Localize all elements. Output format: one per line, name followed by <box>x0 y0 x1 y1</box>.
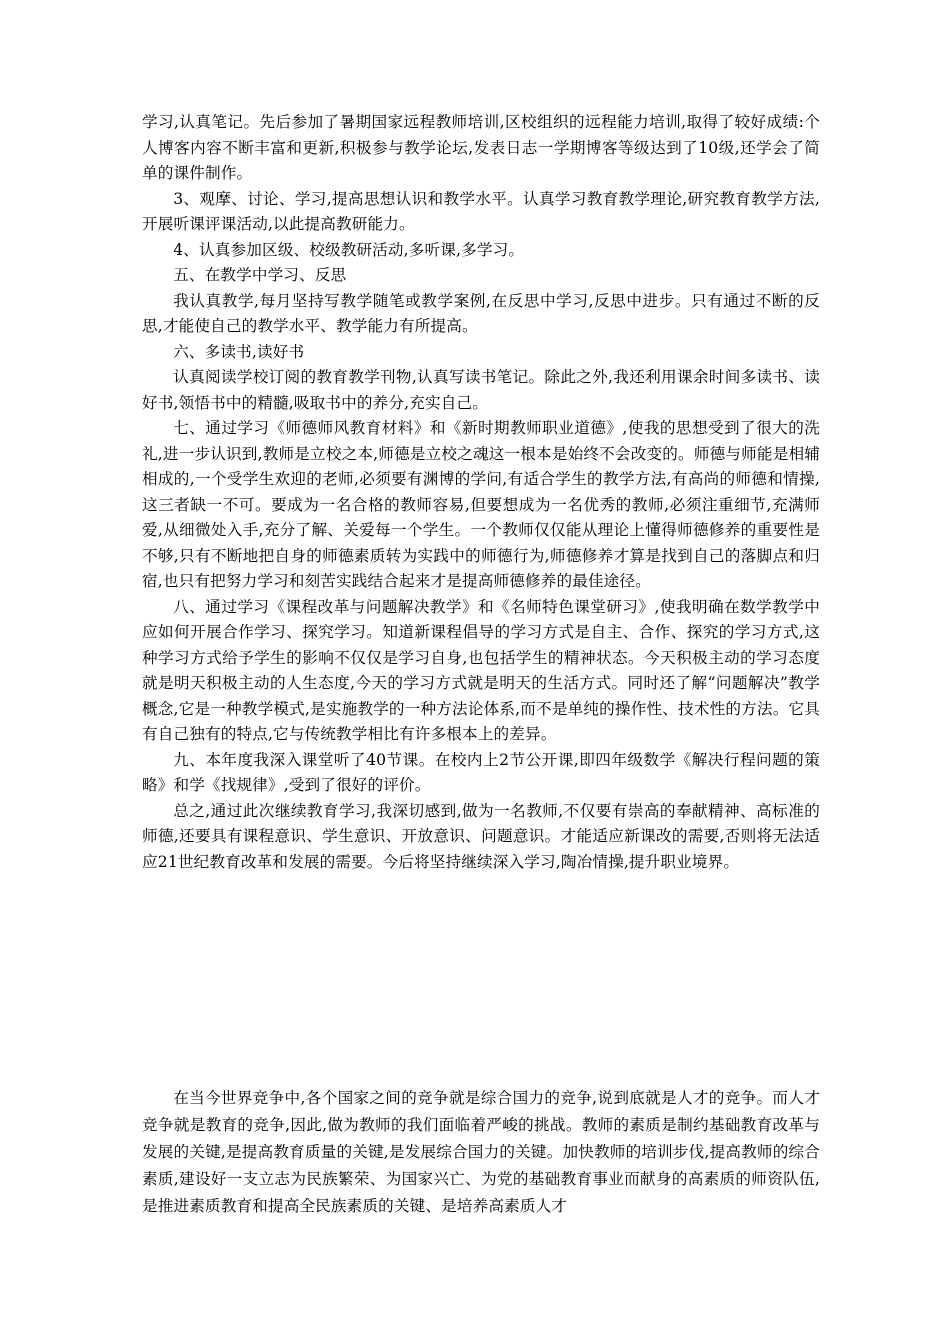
paragraph-section-6: 认真阅读学校订阅的教育教学刊物,认真写读书笔记。除此之外,我还利用课余时间多读书、读好书,领悟书中的精髓,吸取书中的养分,充实自己。 <box>142 368 820 412</box>
section-heading-6: 六、多读书,读好书 <box>173 342 305 361</box>
paragraph-section-9: 九、本年度我深入课堂听了40节课。在校内上2节公开课,即四年级数学《解决行程问题的策略》和学《找规律》,受到了很好的评价。 <box>142 750 820 794</box>
paragraph-item-3: 3、观摩、讨论、学习,提高思想认识和教学水平。认真学习教育教学理论,研究教育教学方法,开展听课评课活动,以此提高教研能力。 <box>142 189 820 233</box>
paragraph-conclusion: 总之,通过此次继续教育学习,我深切感到,做为一名教师,不仅要有崇高的奉献精神、高标准的师德,还要具有课程意识、学生意识、开放意识、问题意识。才能适应新课改的需要,否则将无法适应21世纪教育改革和发展的需要。今后将坚持继续深入学习,陶冶情操,提升职业境界。 <box>142 801 820 871</box>
paragraph-section-7: 七、通过学习《师德师风教育材料》和《新时期教师职业道德》,使我的思想受到了很大的洗礼,进一步认识到,教师是立校之本,师德是立校之魂这一根本是始终不会改变的。师德与师能是相辅相成的,一个受学生欢迎的老师,必须要有渊博的学问,有适合学生的教学方法,有高尚的师德和情操,这三者缺一不可。要成为一名合格的教师容易,但要想成为一名优秀的教师,必须注重细节,充满师爱,从细微处入手,充分了解、关爱每一个学生。一个教师仅仅能从理论上懂得师德修养的重要性是不够,只有不断地把自身的师德素质转为实践中的师德行为,师德修养才算是找到自己的落脚点和归宿,也只有把努力学习和刻苦实践结合起来才是提高师德修养的最佳途径。 <box>142 419 820 590</box>
paragraph-section-8: 八、通过学习《课程改革与问题解决教学》和《名师特色课堂研习》,使我明确在数学教学中应如何开展合作学习、探究学习。知道新课程倡导的学习方式是自主、合作、探究的学习方式,这种学习方式给予学生的影响不仅仅是学习自身,也包括学生的精神状态。今天积极主动的学习态度就是明天积极主动的人生态度,今天的学习方式就是明天的生活方式。同时还了解“问题解决”教学概念,它是一种教学模式,是实施教学的一种方法论体系,而不是单纯的操作性、技术性的方法。它具有自己独有的特点,它与传统教学相比有许多根本上的差异。 <box>142 597 820 743</box>
document-body-bottom <box>142 1085 820 1220</box>
document-body-top <box>142 110 820 875</box>
paragraph-item-4: 4、认真参加区级、校级教研活动,多听课,多学习。 <box>173 240 525 259</box>
paragraph-continuation: 学习,认真笔记。先后参加了暑期国家远程教师培训,区校组织的远程能力培训,取得了较好成绩:个人博客内容不断丰富和更新,积极参与教学论坛,发表日志一学期博客等级达到了10级,还学会了简单的课件制作。 <box>142 113 820 182</box>
section-heading-5: 五、在教学中学习、反思 <box>173 266 347 284</box>
paragraph-intro: 在当今世界竞争中,各个国家之间的竞争就是综合国力的竞争,说到底就是人才的竞争。而人才竞争就是教育的竞争,因此,做为教师的我们面临着严峻的挑战。教师的素质是制约基础教育改革与发展的关键,是提高教育质量的关键,是发展综合国力的关键。加快教师的培训步伐,提高教师的综合素质,建设好一支立志为民族繁荣、为国家兴亡、为党的基础教育事业而献身的高素质的师资队伍,是推进素质教育和提高全民族素质的关键、是培养高素质人才 <box>142 1089 820 1215</box>
paragraph-section-5: 我认真教学,每月坚持写教学随笔或教学案例,在反思中学习,反思中进步。只有通过不断的反思,才能使自己的教学水平、教学能力有所提高。 <box>142 291 820 335</box>
